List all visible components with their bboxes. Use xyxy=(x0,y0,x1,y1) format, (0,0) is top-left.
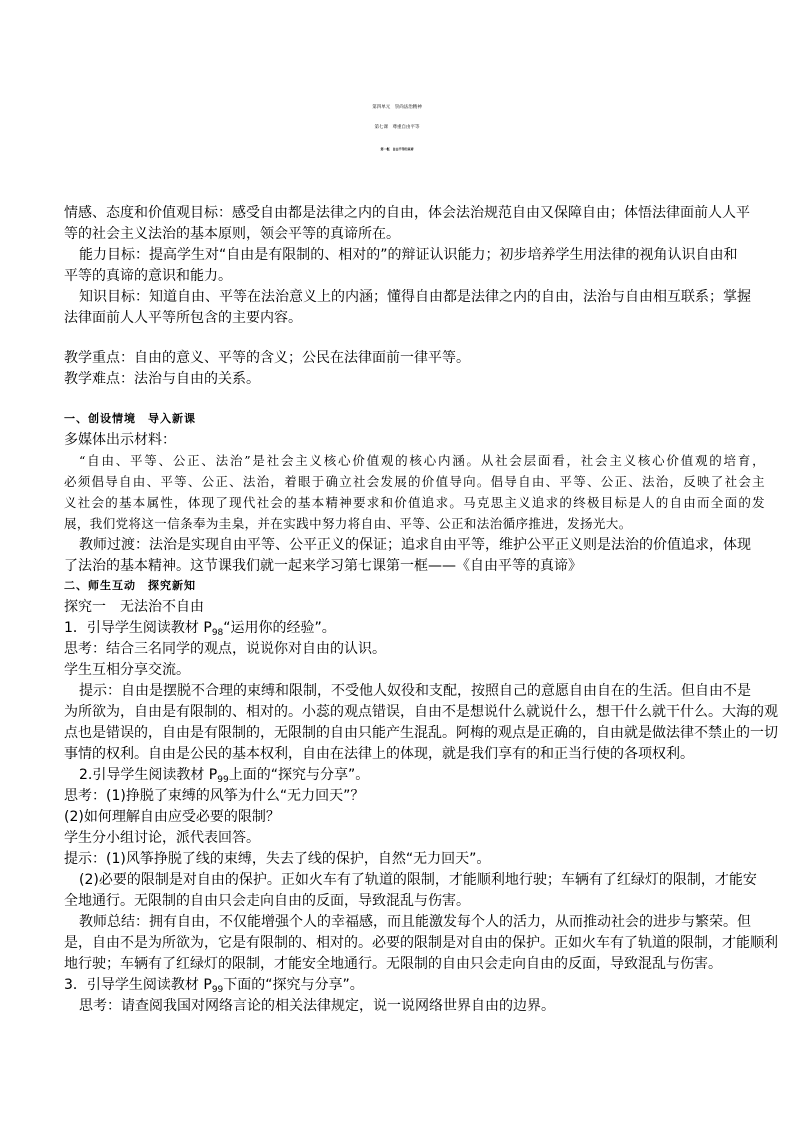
student-share: 学生互相分享交流。 xyxy=(64,662,190,678)
think-3: 思考：请查阅我国对网络言论的相关法律规定，说一说网络世界自由的边界。 xyxy=(79,998,555,1014)
think-2-line-2: (2)如何理解自由应受必要的限制？ xyxy=(64,809,280,825)
section-2-heading: 二、师生互动 探究新知 xyxy=(64,579,196,592)
quote-line-4: 展，我们党将这一信条奉为圭臬，并在实践中努力将自由、平等、公正和法治循序推进，发扬光大。 xyxy=(64,516,632,531)
tip-2-line-3: 全地通行。无限制的自由只会走向自由的反面，导致混乱与伤害。 xyxy=(64,893,470,909)
summary-line-2: 是，自由不是为所欲为，它是有限制的、相对的。必要的限制是对自由的保护。正如火车有了轨道的限制，才能顺利 xyxy=(64,935,778,951)
quote-line-3: 义社会的基本属性，体现了现代社会的基本精神要求和价值追求。马克思主义追求的终极目标是人的自由而全面的发 xyxy=(64,495,765,510)
teaching-difficulty: 教学难点：法治与自由的关系。 xyxy=(64,371,260,387)
step-3: 3．引导学生阅读教材 $P_{99}$下面的“探究与分享”。 xyxy=(64,977,364,995)
summary-line-1: 教师总结：拥有自由，不仅能增强个人的幸福感，而且能激发每个人的活力，从而推动社会的进步与繁荣。但 xyxy=(79,914,751,930)
step-2: 2.引导学生阅读教材 $P_{99}$上面的“探究与分享”。 xyxy=(79,767,370,785)
goal-knowledge-line-2: 法律面前人人平等所包含的主要内容。 xyxy=(64,310,302,326)
section-1-heading: 一、创设情境 导入新课 xyxy=(64,412,196,425)
tip-1-line-2: 为所欲为，自由是有限制的、相对的。小蕊的观点错误，自由不是想说什么就说什么，想干什么就干什么。大海的观 xyxy=(64,704,778,720)
summary-line-3: 地行驶；车辆有了红绿灯的限制，才能安全地通行。无限制的自由只会走向自由的反面，导致混乱与伤害。 xyxy=(64,956,722,972)
quote-line-2: 必须倡导自由、平等、公正、法治，着眼于确立社会发展的价值导向。倡导自由、平等、公正、法治，反映了社会主 xyxy=(64,474,765,489)
goal-emotion-line-1: 情感、态度和价值观目标：感受自由都是法律之内的自由，体会法治规范自由又保障自由；体悟法律面前人人平 xyxy=(64,205,750,221)
tip-1-line-4: 事情的权利。自由是公民的基本权利，自由在法律上的体现，就是我们享有的和正当行使的各项权利。 xyxy=(64,746,694,762)
quote-line-1: “自由、平等、公正、法治”是社会主义核心价值观的核心内涵。从社会层面看，社会主义核心价值观的培育， xyxy=(79,453,765,468)
frame-title: 第一框 自由平等的真谛 xyxy=(380,147,414,151)
lesson-title: 第七课 尊重自由平等 xyxy=(374,125,420,130)
goal-ability-line-1: 能力目标：提高学生对“自由是有限制的、相对的”的辩证认识能力；初步培养学生用法律的视角认识自由和 xyxy=(79,247,738,263)
goal-emotion-line-2: 等的社会主义法治的基本原则，领会平等的真谛所在。 xyxy=(64,226,400,242)
think-2-line-1: 思考：(1)挣脱了束缚的风筝为什么“无力回天”？ xyxy=(64,788,365,804)
goal-knowledge-line-1: 知识目标：知道自由、平等在法治意义上的内涵；懂得自由都是法律之内的自由，法治与自由相互联系；掌握 xyxy=(79,289,751,305)
think-1: 思考：结合三名同学的观点，说说你对自由的认识。 xyxy=(64,641,386,657)
step-1: 1．引导学生阅读教材 $P_{98}“$运用你的经验”。 xyxy=(64,620,336,638)
transition-line-1: 教师过渡：法治是实现自由平等、公平正义的保证；追求自由平等，维护公平正义则是法治的价值追求，体现 xyxy=(79,537,751,553)
tip-1-line-1: 提示：自由是摆脱不合理的束缚和限制，不受他人奴役和支配，按照自己的意愿自由自在的生活。但自由不是 xyxy=(79,683,751,699)
goal-ability-line-2: 平等的真谛的意识和能力。 xyxy=(64,268,232,284)
teaching-focus: 教学重点：自由的意义、平等的含义；公民在法律面前一律平等。 xyxy=(64,350,470,366)
tip-2-line-1: 提示：(1)风筝挣脱了线的束缚，失去了线的保护，自然“无力回天”。 xyxy=(64,851,491,867)
explore-1-title: 探究一 无法治不自由 xyxy=(64,599,204,615)
transition-line-2: 了法治的基本精神。这节课我们就一起来学习第七课第一框——《自由平等的真谛》 xyxy=(64,558,582,574)
tip-2-line-2: (2)必要的限制是对自由的保护。正如火车有了轨道的限制，才能顺利地行驶；车辆有了红绿灯的限制，才能安 xyxy=(79,872,757,888)
group-discuss: 学生分小组讨论，派代表回答。 xyxy=(64,830,260,846)
unit-title: 第四单元 崇尚法治精神 xyxy=(372,105,422,110)
tip-1-line-3: 点也是错误的，自由是有限制的，无限制的自由只能产生混乱。阿梅的观点是正确的，自由就是做法律不禁止的一切 xyxy=(64,725,778,741)
media-intro: 多媒体出示材料： xyxy=(64,432,176,448)
